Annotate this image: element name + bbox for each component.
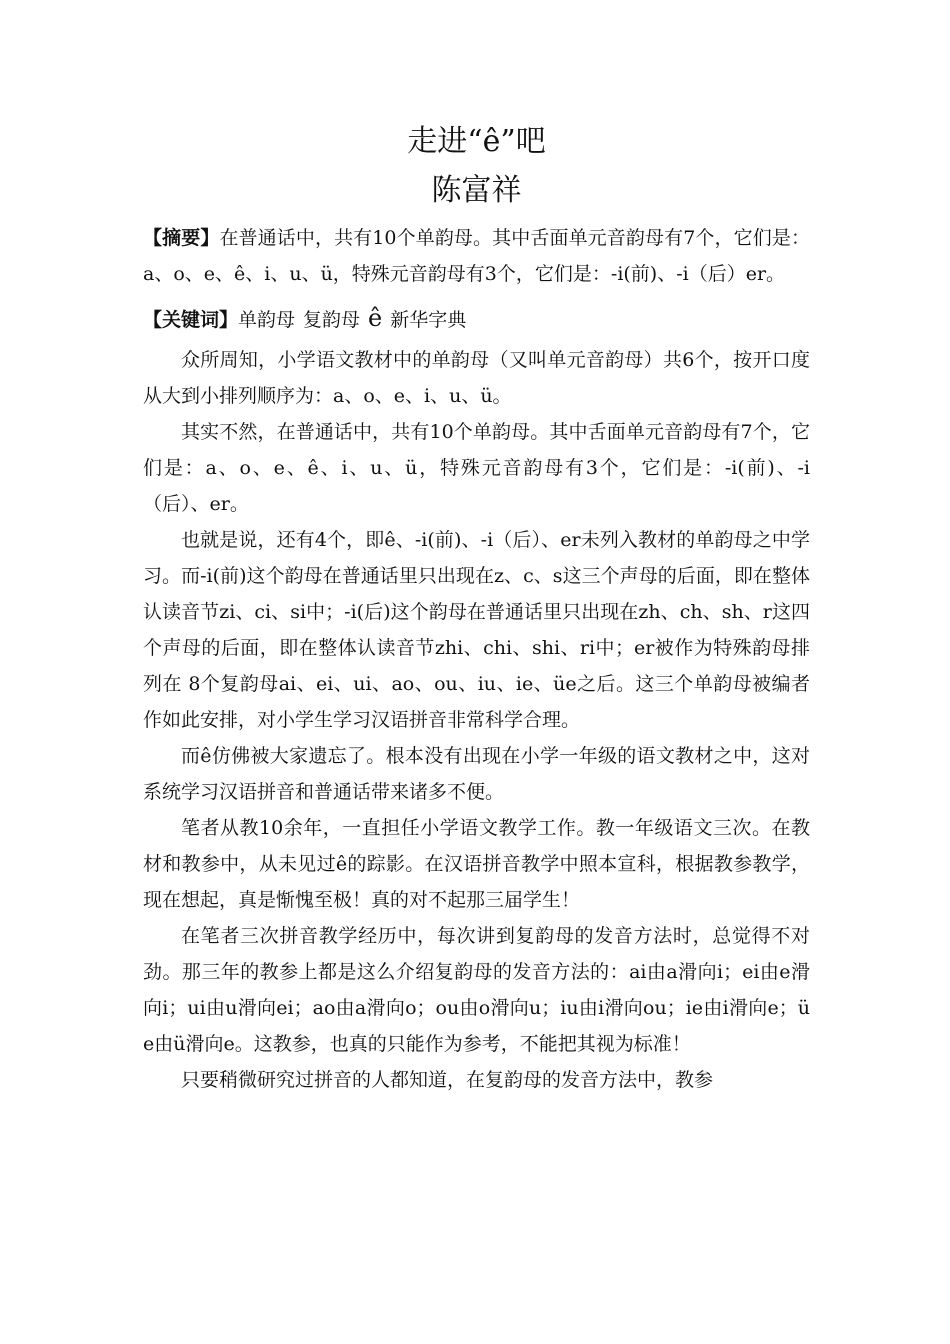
keyword: 新华字典 bbox=[390, 309, 467, 331]
keyword: ê bbox=[368, 304, 383, 332]
keywords bbox=[143, 300, 810, 338]
document-page bbox=[143, 118, 810, 1098]
body-paragraph: 而ê仿佛被大家遗忘了。根本没有出现在小学一年级的语文教材之中，这对系统学习汉语拼音和普通话带来诸多不便。 bbox=[143, 745, 810, 803]
body-paragraph: 众所周知，小学语文教材中的单韵母（又叫单元音韵母）共6个，按开口度从大到小排列顺序为：a、o、e、i、u、ü。 bbox=[143, 349, 810, 407]
document-author: 陈富祥 bbox=[431, 173, 522, 208]
keywords-label: 【关键词】 bbox=[143, 309, 239, 331]
abstract-text: 在普通话中，共有10个单韵母。其中舌面单元音韵母有7个，它们是：a、o、e、ê、i、u、ü，特殊元音韵母有3个，它们是：-i(前)、-i（后）er。 bbox=[143, 227, 810, 285]
document-title: 走进“ê”吧 bbox=[407, 124, 546, 159]
keyword: 复韵母 bbox=[303, 309, 361, 331]
body-paragraph: 其实不然，在普通话中，共有10个单韵母。其中舌面单元音韵母有7个，它们是：a、o、e、ê、i、u、ü，特殊元音韵母有3个，它们是：-i(前)、-i（后）、er。 bbox=[143, 421, 810, 515]
abstract-label: 【摘要】 bbox=[143, 227, 220, 249]
body-paragraph: 只要稍微研究过拼音的人都知道，在复韵母的发音方法中，教参 bbox=[181, 1069, 714, 1091]
body-paragraph: 在笔者三次拼音教学经历中，每次讲到复韵母的发音方法时，总觉得不对劲。那三年的教参上都是这么介绍复韵母的发音方法的：ai由a滑向i；ei由e滑向i；ui由u滑向ei；ao由a滑向o；ou由o滑向u；iu由i滑向ou；ie由i滑向e；üe由ü滑向e。这教参，也真的只能作为参考，不能把其视为标准！ bbox=[143, 925, 810, 1055]
body-paragraph: 也就是说，还有4个，即ê、-i(前)、-i（后）、er未列入教材的单韵母之中学习。而-i(前)这个韵母在普通话里只出现在z、c、s这三个声母的后面，即在整体认读音节zi、ci、si中；-i(后)这个韵母在普通话里只出现在zh、ch、sh、r这四个声母的后面，即在整体认读音节zhi、chi、shi、ri中；er被作为特殊韵母排列在 8个复韵母ai、ei、ui、ao、ou、iu、ie、üe之后。这三个单韵母被编者作如此安排，对小学生学习汉语拼音非常科学合理。 bbox=[143, 529, 810, 731]
keyword: 单韵母 bbox=[238, 309, 296, 331]
abstract bbox=[143, 220, 810, 292]
body-paragraph: 笔者从教10余年，一直担任小学语文教学工作。教一年级语文三次。在教材和教参中，从未见过ê的踪影。在汉语拼音教学中照本宣科，根据教参教学，现在想起，真是惭愧至极！真的对不起那三届学生！ bbox=[143, 817, 810, 911]
